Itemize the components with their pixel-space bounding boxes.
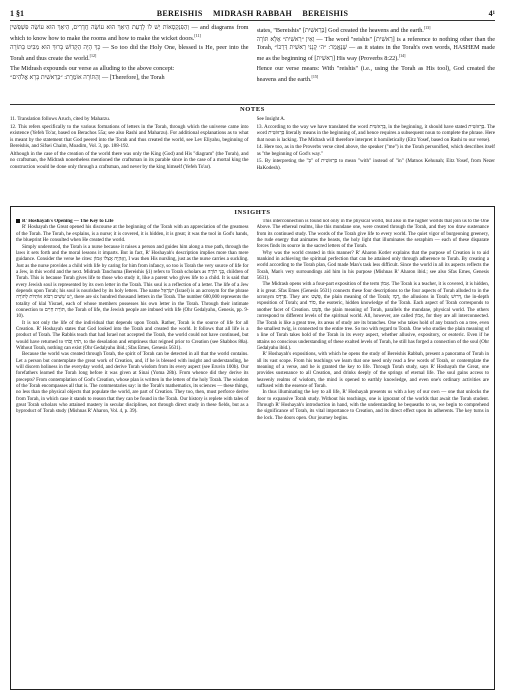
running-header [10,6,495,20]
notes-right-column [257,116,496,202]
title-part: BEREISHIS [302,8,349,18]
insight-paragraph: In thus illuminating the key to all life, R' Hoshayah presents us with a key of our own — one that unlocks the door to expansive Torah study. Without his teachings, one is ignorant of the worlds that await the Torah student. Through R' Hoshayah's introduction in hand, with the understanding he bequeaths to us, we begin to comprehend the significance of Torah, its vital importance to Creation, and its direct effect upon its adherents. The key turns in the lock. The doors open. Our journey begins. [256,390,489,421]
footnote-marker: [14] [398,53,406,59]
main-text-right-column [257,24,496,104]
insight-paragraph: Because the world was created through Torah, the spirit of Torah can be detected in all that the world contains. Let a person but contemplate the great work of Creation, and, if he is blessed with insight and understanding, he will discern holiness in the everyday world, and derive Torah wisdom from its every aspect (see Eruvin 100b). Our forefathers learned the Torah long before it was given at Sinai (Yoma 28b). From whence did they derive its precepts? From contemplation of God's Creation, whose plan is written in the letters of the holy Torah. The wisdom of the Torah encompasses all that is. The commentaries say: in the Torah's mathematics, its sciences — these things, no less than the physical objects that populate the world, are part of Creation. They too, then, must perforce derive from Torah, in which case it stands to reason that they can be found in the Torah. Our history is replete with tales of great Torah scholars who attained mastery in secular disciplines, not through direct study in these fields, but as a byproduct of Torah study (Mishnas R' Aharon, Vol. 4, p. 39). [16,352,249,415]
insight-heading: R' Hoshayah's Opening — The Key to Life [22,219,114,225]
note-paragraph: 12. This refers specifically to the various formations of letters in the Torah, through which the universe came into existence (Yefeh To'ar, based on Berachos 55a; see also Rashi and Maharzu). For additional explanations as to what is meant by the statement that God peered into the Torah and thus created the world, see Lev Eliyahu, beginning of Bereishis, and Sifsei Chaim, Moadim, Vol. 3, pp. 188-192. [10,123,249,149]
main-paragraph [10,74,249,82]
insight-paragraph: The Midrash opens with a four-part exposition of the term אָמוֹן. The Torah is a teacher, it is covered, it is hidden, it is great. Sfas Emes (Genesis 5631) connects these four descriptions to the four aspects of Torah alluded to in the acronym פַּרְדֵּס. They are: פְּשָׁט, the plain meaning of the Torah; רֶמֶז, the allusions in Torah; דְּרוּשׁ, the in-depth exposition of Torah; and סוֹד, the esoteric, hidden knowledge of the Torah. Each aspect of Torah corresponds to another facet of Creation. פְּשָׁט, the plain meaning of Torah, parallels the mundane, physical world. The others correspond to different levels of the spiritual world. All, however, are called אָמוֹן, for they are all interconnected. The Torah is like a great tree, its areas of study are its branches. One who takes hold of any branch on a tree, even the smallest twig, is connected to the entire tree. So too with regard to Torah. One who studies the plain meaning of a line of Torah takes hold of the Torah in its every aspect, whether allusive, expository, or esoteric. Even if he attains no conscious understanding of these exalted levels of Torah, he still has forged a connection of the soul (Ohr Gedalyahu ibid.). [256,282,489,351]
running-title [50,9,455,18]
footnote-marker: [12] [89,53,97,59]
insights-right-column [257,219,490,686]
main-paragraph [10,24,249,43]
main-paragraph-text: states, "Bereishis" [בְּרֵאשִׁית] God created the heavens and the earth. [256,27,424,35]
notes-heading: NOTES [239,106,266,113]
main-paragraph-text: וְהַפִּנְקְסָאוֹת יֵשׁ לוֹ לָדַעַת הֵיאַךְ הוּא עוֹשֶׂה חֲדָרִים, הֵיאַךְ הוּא עוֹשֶׂה פִּשְׁפְּשִׁין — and diagrams from which to know how to make the rooms and how to make the wicket doors. [10,24,249,43]
main-paragraph-text: Hence our verse means: With "reishis" (i.e., using the Torah as His tool), God created the heavens and the earth. [256,64,495,83]
insight-paragraph: It is not only the life of the individual that depends upon Torah. Rather, Torah is the source of life for all Creation. R' Hoshayah states that God looked into the Torah and created the world. It follows that all life is a product of Torah. The Rabbis teach that had Israel not accepted the Torah, the world could not have continued, but would have returned to תֹהוּ וָבֹהוּ, to the desolation and emptiness that reigned prior to Creation (see Shabbos 88a). Without Torah, nothing can exist (Ohr Gedalyahu ibid.; Sfas Emes, Genesis 5631). [16,320,249,352]
insight-paragraph: Simply understood, the Torah is a nurse because it raises a person and guides him along a true path, through the laws it sets forth and the moral lessons it imparts. But in fact, R' Hoshayah's description implies more than mere guidance. Consider the verse he cites: וָאֶהְיֶה אֶצְלוֹ אָמוֹן, I was then His nursling, just as the nurse carries a suckling. Just as the nurse provides a child with life by caring for him from infancy, so too is Torah the very source of life for a Jew, in this world and the next. Midrash Tanchuma (Bereishis §1) refers to Torah scholars as בְּנֵי תוֹרָה, children of Torah. This is because Torah gives life to those who study it, like a parent who gives life to a child. It is said that every Jewish soul is represented by its own letter in the Torah. This soul is a reflection of a letter. The life of a Jew depends upon Torah; his soul is nourished by its holy letters. The name יִשְׂרָאֵל (Israel) is an acronym for the phrase יֵשׁ שִׁשִּׁים רִבּוֹא אוֹתִיּוֹת לַתּוֹרָה, there are six hundred thousand letters in the Torah. The number 600,000 represents the totality of klal Yisrael, each of whose members possesses his own letter in the Torah. Through their intimate connection to תּוֹרַת חַיִּים, the Torah of life, the Jewish people are imbued with life (Ohr Gedalyahu, Genesis, pp. 9-10). [16,244,249,320]
insight-paragraph: Why was the world created in this manner? R' Aharon Kotler explains that the purpose of Creation is to aid mankind in achieving the spiritual perfection that can be attained only through adherence to Torah. By creating a world according to the Torah plan, God made Man's task less difficult. Since the world in all its aspects reflects the Torah, Man's very surroundings aid him in his purpose (Mishnas R' Aharon ibid.; see also Sfas Emes, Genesis 5631). [256,250,489,282]
title-part: MIDRASH RABBAH [212,8,293,18]
main-paragraph [257,36,496,63]
main-paragraph [257,24,496,35]
page-section-label: 1 §1 [10,8,24,18]
notes-section [10,116,495,202]
notes-left-column [10,116,249,202]
main-text-left-column [10,24,249,104]
page-number: 4¹ [488,8,495,18]
note-paragraph: 13. According to the way we have translated the word בְּרֵאשִׁית, in the beginning, it should have stated בָּרֵאשִׁית. The word בְּרֵאשִׁית literally means in the beginning of, and hence requires a subsequent noun to complete the phrase. Here that noun is lacking. The Midrash will therefore interpret it homiletically (Eitz Yosef, based on Rashi to our verse). [256,123,495,143]
note-paragraph: 11. Translation follows Aruch, cited by Maharzu. [10,116,111,122]
insight-paragraph: This interconnection is found not only in the physical world, but also in the higher worlds that join us to the One Above. The ethereal realms, like this mundane one, were created through the Torah, and they too draw sustenance from its continued study. The words of the Torah give life to every world. The quiet vigor of burgeoning greenery, the rude energy that animates the beasts, the holy light that illuminates the seraphim — each of these disparate forces finds its source in the sacred letters of the Torah. [256,219,489,250]
main-paragraph-text: כָּךְ הָיָה הַקָּדוֹשׁ בָּרוּךְ הוּא מַבִּיט בַּתּוֹרָה — So too did the Holy One, blessed is He, peer into the Torah and thus create the world. [10,44,249,63]
insights-left-column [16,219,249,686]
note-paragraph: See Insight A. [256,116,286,122]
section-marker-icon [16,219,20,223]
footnote-marker: [15] [311,73,319,79]
note-paragraph: 15. By interpreting the "בְּ" of בְּרֵאשִׁית to mean "with" instead of "in" (Matnos Kehunah; Eitz Yosef, from Nezer HaKodesh). [256,158,495,171]
header-rule [10,20,495,21]
title-part: BEREISHIS [156,8,203,18]
main-paragraph-text: וְהַתּוֹרָה אוֹמֶרֶת: ״בְּרֵאשִׁית בָּרָא אֱלֹהִים״ — [Therefore], the Torah [10,73,165,81]
insight-paragraph: R' Hoshayah's expositions, with which he opens the study of Bereishis Rabbah, present a panorama of Torah in all its vast scope. From his teachings we learn that one need only read a few words of Torah, or contemplate the meaning of a verse, and he is granted the key to life. Through Torah study, says R' Hoshayah the Great, one provides sustenance to all Creation, and drinks deeply of the springs of eternal life. The soul gains access to heavenly realms of wisdom, the mind is opened to earthly knowledge, and even one's ordinary activities are suffused with the essence of Torah. [256,352,489,389]
main-paragraph [257,65,496,84]
insights-heading: INSIGHTS [234,209,271,216]
main-paragraph [10,65,249,73]
insights-body [16,219,489,686]
main-paragraph-text: וְאֵין ״רֵאשִׁית״ אֶלָּא תּוֹרָה — The word "reishis" [רֵאשִׁית] is a reference to nothing other than the Torah, שֶׁנֶּאֱמַר: ״ה׳ קָנָנִי רֵאשִׁית דַּרְכּוֹ״ — as it states in the Torah's own words, HASHEM made me as the beginning of [רֵאשִׁית] His way (Proverbs 8:22). [256,36,495,63]
main-text [10,24,495,104]
note-paragraph: 14. Here too, as in the Proverbs verse cited above, the speaker ("me") is the Torah personified, which describes itself as "the beginning of God's way." [256,144,495,157]
note-paragraph: Although in the case of the creation of the world there was only the King (God) and His "diagram" (the Torah), and no craftsman, the Midrash nonetheless mentioned the craftsman in its parable since in the case of a mortal king the construction would be done only through a craftsman, and never by the king himself (Yefeh To'ar). [10,150,249,170]
insight-paragraph: R' Hoshayah the Great opened his discourse at the beginning of the Torah with an appreciation of the greatness of the Torah. The Torah, he explains, is a nurse; it is covered, it is hidden, it is great; it was the tool in God's hands, the blueprint He consulted when He created the world. [16,225,249,244]
footnote-marker: [11] [194,33,201,39]
insights-box [10,206,495,690]
main-paragraph-text: The Midrash expounds our verse as alluding to the above concept: [10,64,175,72]
notes-rule [10,104,495,105]
main-paragraph [10,44,249,63]
footnote-marker: [13] [423,25,431,30]
